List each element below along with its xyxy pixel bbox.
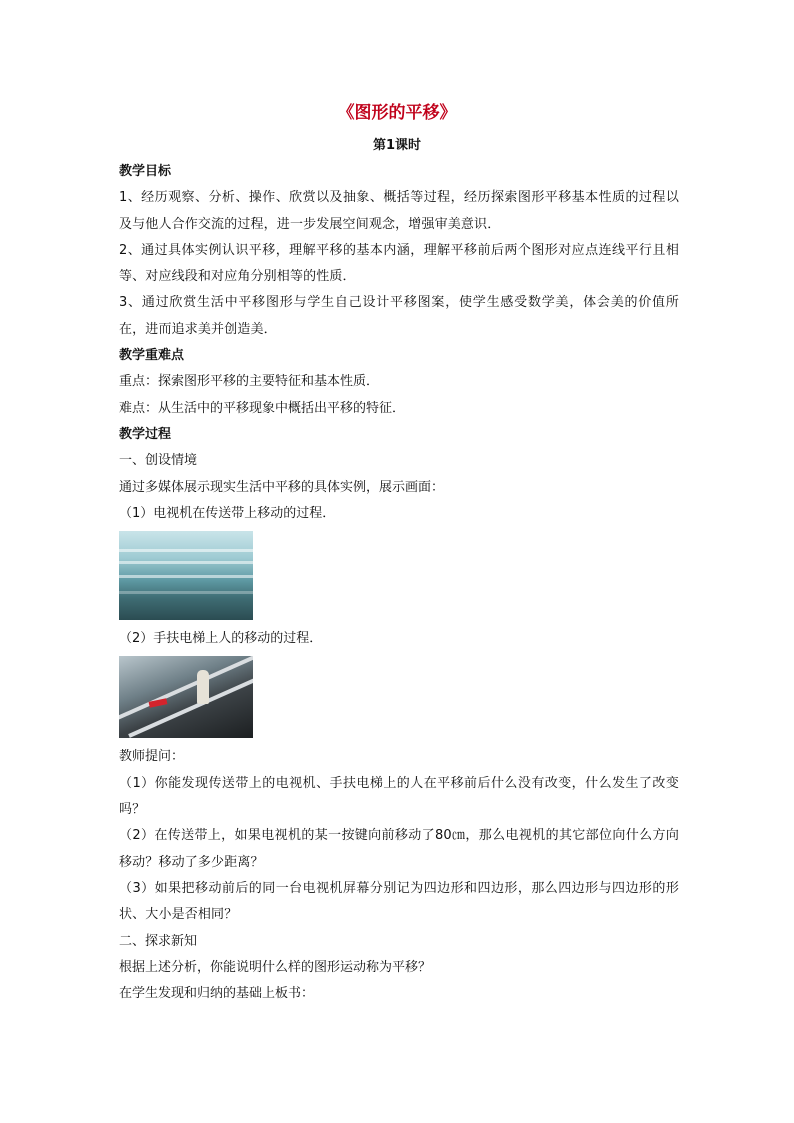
teacher-ask: 教师提问： [119, 749, 185, 765]
question-item: （2）在传送带上，如果电视机的某一按键向前移动了80㎝，那么电视机的其它部位向什么方向移动？移动了多少距离？ [119, 828, 679, 870]
section-heading-process: 教学过程 [119, 426, 172, 442]
escalator-photo [119, 656, 253, 738]
part2-board: 在学生发现和归纳的基础上板书： [119, 986, 315, 1002]
section-heading-goals: 教学目标 [119, 164, 172, 179]
goal-item: 3、通过欣赏生活中平移图形与学生自己设计平移图案，使学生感受数学美，体会美的价值所在，进而追求美并创造美． [119, 295, 679, 337]
part1-heading: 一、创设情境 [119, 453, 198, 469]
conveyor-belt-photo [119, 531, 253, 620]
document-body [119, 159, 679, 1007]
part2-heading: 二、探求新知 [119, 933, 198, 949]
key-point: 重点：探索图形平移的主要特征和基本性质． [119, 374, 380, 390]
document-title: 《图形的平移》 [337, 103, 457, 123]
difficult-point: 难点：从生活中的平移现象中概括出平移的特征． [119, 400, 406, 416]
question-item: （1）你能发现传送带上的电视机、手扶电梯上的人在平移前后什么没有改变，什么发生了改变吗？ [119, 775, 679, 818]
part2-question: 根据上述分析，你能说明什么样的图形运动称为平移？ [119, 959, 432, 975]
part1-intro: 通过多媒体展示现实生活中平移的具体实例，展示画面： [119, 479, 445, 495]
section-heading-key-points: 教学重难点 [119, 348, 185, 364]
goal-item: 2、通过具体实例认识平移，理解平移的基本内涵，理解平移前后两个图形对应点连线平行且相等、对应线段和对应角分别相等的性质． [119, 242, 679, 285]
example-2: （2）手扶电梯上人的移动的过程． [119, 631, 323, 647]
lesson-subtitle: 第1课时 [372, 138, 422, 153]
question-item: （3）如果把移动前后的同一台电视机屏幕分别记为四边形和四边形，那么四边形与四边形的形状、大小是否相同？ [119, 880, 679, 923]
goal-item: 1、经历观察、分析、操作、欣赏以及抽象、概括等过程，经历探索图形平移基本性质的过程以及与他人合作交流的过程，进一步发展空间观念，增强审美意识． [119, 190, 679, 232]
example-1: （1）电视机在传送带上移动的过程． [119, 505, 336, 521]
